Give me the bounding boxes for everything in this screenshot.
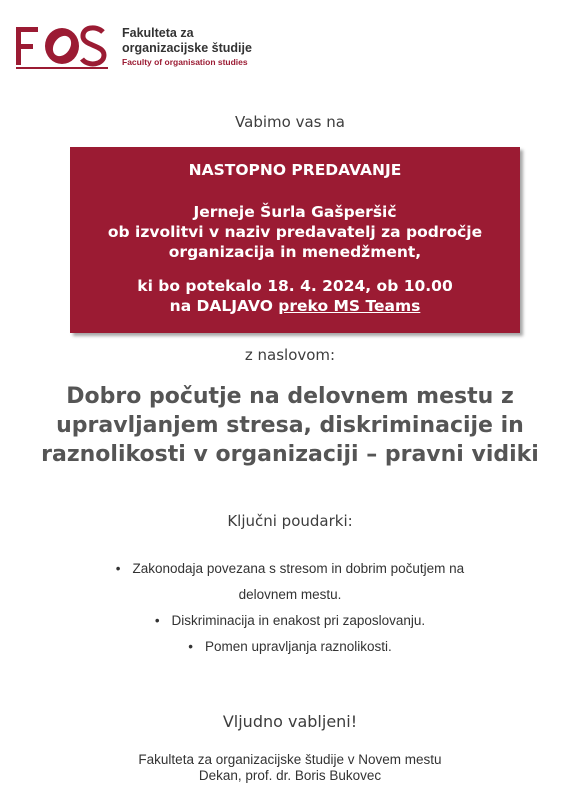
signature-dean: Dekan, prof. dr. Boris Bukovec: [198, 768, 382, 783]
lecture-title-line-3: raznolikosti v organizaciji – pravni vidiki: [41, 442, 539, 467]
mode-prefix: na DALJAVO: [169, 297, 279, 315]
logo-text: [122, 26, 252, 69]
banner-title: NASTOPNO PREDAVANJE: [188, 161, 402, 179]
signature: [0, 752, 580, 784]
fos-logo-mark: [16, 20, 108, 70]
key-points-list: [0, 556, 580, 660]
date-line: ki bo potekalo 18. 4. 2024, ob 10.00: [137, 277, 453, 295]
bullet-icon: •: [154, 613, 160, 628]
bullet-icon: •: [188, 639, 193, 654]
logo-faculty-line2: organizacijske študije: [122, 41, 252, 55]
list-item-text: Zakonodaja povezana s stresom in dobrim počutjem na: [132, 561, 465, 576]
logo-faculty-line1: Fakulteta za: [122, 26, 194, 40]
banner-schedule-block: [70, 276, 520, 316]
list-item-text: Pomen upravljanja raznolikosti.: [204, 639, 392, 654]
occasion-line-2: organizacija in menedžment,: [168, 243, 422, 261]
key-points-heading: Ključni poudarki:: [227, 512, 353, 530]
list-item: [0, 556, 580, 582]
ms-teams-link[interactable]: preko MS Teams: [278, 297, 421, 315]
speaker-name: Jerneje Šurla Gašperšič: [193, 203, 397, 221]
closing-text: Vljudno vabljeni!: [222, 712, 358, 731]
lecture-title-line-2: upravljanjem stresa, diskriminacije in: [56, 413, 524, 438]
list-item: [0, 608, 580, 634]
invite-text: Vabimo vas na: [235, 113, 345, 131]
list-item: [0, 634, 580, 660]
title-label: z naslovom:: [244, 346, 336, 364]
list-item-text: delovnem mestu.: [238, 587, 342, 602]
list-item-text: Diskriminacija in enakost pri zaposlovanju.: [171, 613, 426, 628]
fos-logo: [16, 20, 256, 70]
list-item-continuation: [0, 582, 580, 608]
bullet-icon: •: [115, 561, 121, 576]
signature-institution: Fakulteta za organizacijske študije v Novem mestu: [138, 752, 442, 767]
lecture-title-line-1: Dobro počutje na delovnem mestu z: [66, 384, 514, 409]
logo-faculty-english: Faculty of organisation studies: [122, 57, 248, 67]
lecture-banner: [70, 147, 520, 333]
mode-line: [70, 296, 520, 316]
occasion-line-1: ob izvolitvi v naziv predavatelj za področje: [107, 223, 483, 241]
banner-speaker-block: [70, 202, 520, 262]
lecture-title: [30, 382, 550, 469]
